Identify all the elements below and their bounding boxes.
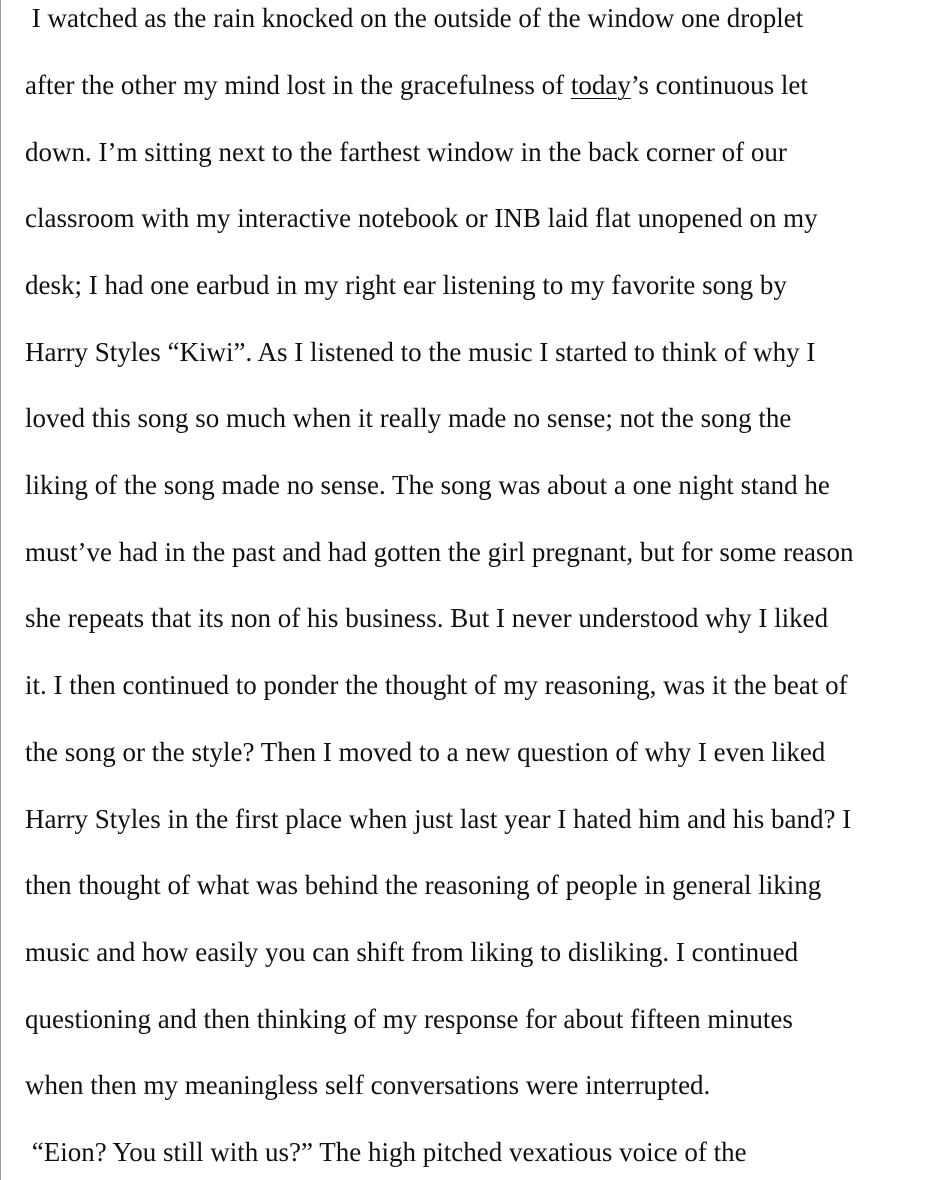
- paragraph-line: when then my meaningless self conversations were interrupted.: [25, 1070, 711, 1100]
- paragraph-line: “Eion? You still with us?” The high pitched vexatious voice of the: [25, 1137, 747, 1167]
- paragraph-line: then thought of what was behind the reasoning of people in general liking: [25, 870, 822, 900]
- paragraph-line: music and how easily you can shift from liking to disliking. I continued: [25, 937, 799, 967]
- paragraph-line: loved this song so much when it really made no sense; not the song the: [25, 403, 792, 433]
- paragraph-line: liking of the song made no sense. The song was about a one night stand he: [25, 470, 830, 500]
- paragraph-line: Harry Styles in the first place when just last year I hated him and his band? I: [25, 804, 852, 834]
- line-text: after the other my mind lost in the gracefulness of: [25, 70, 571, 100]
- paragraph-line: the song or the style? Then I moved to a new question of why I even liked: [25, 737, 826, 767]
- paragraph-line: I watched as the rain knocked on the outside of the window one droplet: [25, 3, 804, 33]
- paragraph-line: [25, 69, 808, 101]
- paragraph-line: she repeats that its non of his business. But I never understood why I liked: [25, 603, 829, 633]
- paragraph-line: classroom with my interactive notebook or INB laid flat unopened on my: [25, 203, 818, 233]
- paragraph-line: Harry Styles “Kiwi”. As I listened to the music I started to think of why I: [25, 337, 816, 367]
- paragraph-line: it. I then continued to ponder the thought of my reasoning, was it the beat of: [25, 670, 848, 700]
- paragraph-line: questioning and then thinking of my response for about fifteen minutes: [25, 1004, 793, 1034]
- paragraph-line: must’ve had in the past and had gotten the girl pregnant, but for some reason: [25, 537, 854, 567]
- paragraph-line: down. I’m sitting next to the farthest window in the back corner of our: [25, 137, 787, 167]
- line-text: ’s continuous let: [630, 70, 808, 100]
- underlined-word: today: [570, 70, 631, 100]
- paragraph-line: desk; I had one earbud in my right ear listening to my favorite song by: [25, 270, 787, 300]
